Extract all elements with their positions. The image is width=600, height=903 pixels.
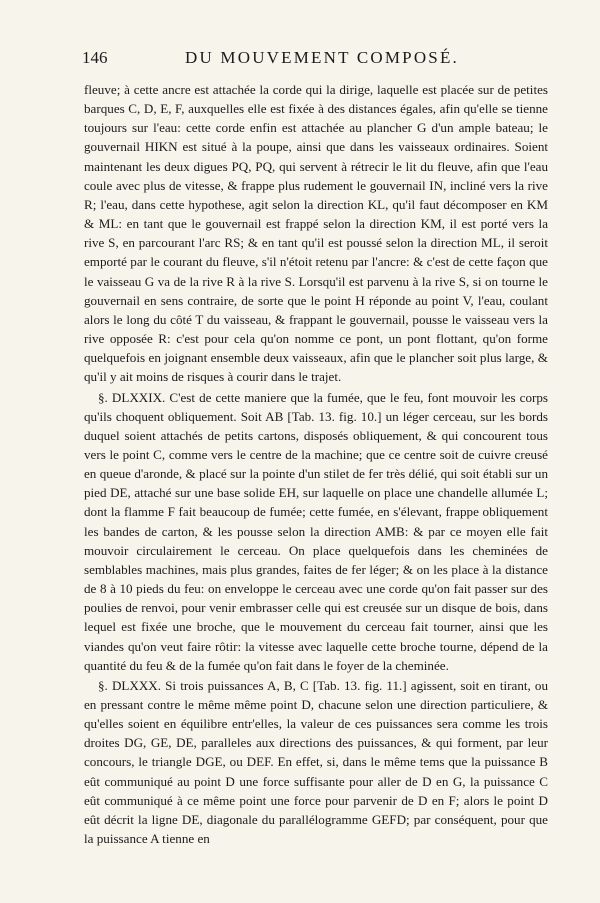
running-head: DU MOUVEMENT COMPOSÉ.: [185, 48, 459, 67]
paragraph-section-580: §. DLXXX. Si trois puissances A, B, C [Tab. 13. fig. 11.] agissent, soit en tirant, ou en pressant contre le même même point D, chacune selon une direction particuliere, & qu'elles soient en équilibre entr'elles, la valeur de ces puissances sera comme les trois droites DG, GE, DE, paralleles aux directions des puissances, & qui forment, par leur concours, le triangle DGE, ou DEF. En effet, si, dans le même tems que la puissance B eût communiqué au point D une force suffisante pour aller de D en G, la puissance C eût communiqué à ce même point une force pour parvenir de D en F; alors le point D eût décrit la ligne DE, diagonale du parallélogramme GEFD; par conséquent, pour que la puissance A tienne en: [84, 677, 548, 847]
body-text: [84, 80, 548, 848]
page-number: 146: [82, 48, 108, 67]
paragraph-continuation: fleuve; à cette ancre est attachée la corde qui la dirige, laquelle est placée sur de petites barques C, D, E, F, auxquelles elle est fixée à des distances égales, afin qu'elle se tienne toujours sur l'eau: cette corde enfin est attachée au plancher G d'un ample bateau; le gouvernail HIKN est situé à la poupe, ainsi que dans les vaisseaux ordinaires. Soient maintenant les deux digues PQ, PQ, qui servent à rétrecir le lit du fleuve, afin que l'eau coule avec plus de vitesse, & frappe plus rudement le gouvernail IN, incliné vers la rive R; l'eau, dans cette hypothese, agit selon la direction KL, qu'il faut décomposer en KM & ML: en tant que le gouvernail est frappé selon la direction KM, il est porté vers la rive S, en parcourant l'arc RS; & en tant qu'il est poussé selon la direction ML, il seroit emporté par le courant du fleuve, s'il n'étoit retenu par l'ancre: & c'est de cette façon que le vaisseau G va de la rive R à la rive S. Lorsqu'il est parvenu à la rive S, si on tourne le gouvernail en sens contraire, de sorte que le point H réponde au point V, l'eau, coulant alors le long du côté T du vaisseau, & frappant le gouvernail, pousse le vaisseau vers la rive opposée R: c'est pour cela qu'on nomme ce pont, un pont flottant, qu'on forme quelquefois en joignant ensemble deux vaisseaux, afin que le plancher soit plus large, & qu'il y ait moins de risques à courir dans le trajet.: [84, 82, 548, 385]
page-header: [84, 48, 548, 74]
paragraph-section-579: §. DLXXIX. C'est de cette maniere que la fumée, que le feu, font mouvoir les corps qu'ils choquent obliquement. Soit AB [Tab. 13. fig. 10.] un léger cerceau, sur les bords duquel soient attachés de petits cartons, disposés obliquement, & qui concourent tous vers le point C, comme vers le centre de la machine; que ce centre soit de cuivre creusé en queue d'aronde, & placé sur la pointe d'un stilet de fer très délié, qui soit établi sur un pied DE, attaché sur une base solide EH, sur laquelle on place une chandelle allumée L; dont la flamme F fait beaucoup de fumée; cette fumée, en s'élevant, frappe obliquement les bandes de carton, & les pousse selon la direction AMB: & par ce moyen elle fait mouvoir circulairement le cerceau. On place quelquefois dans les cheminées de semblables machines, mais plus grandes, faites de fer léger; & on les place à la distance de 8 à 10 pieds du feu: on enveloppe le cerceau avec une corde qu'on fait passer sur des poulies de renvoi, pour venir embrasser celle qui est creusée sur un disque de bois, dans lequel est fixée une broche, que le mouvement du cerceau fait tourner, ainsi que les viandes qu'on veut faire rôtir: la vitesse avec laquelle cette broche tourne, dépend de la quantité du feu & de la fumée qu'on fait dans le foyer de la cheminée.: [84, 389, 548, 673]
